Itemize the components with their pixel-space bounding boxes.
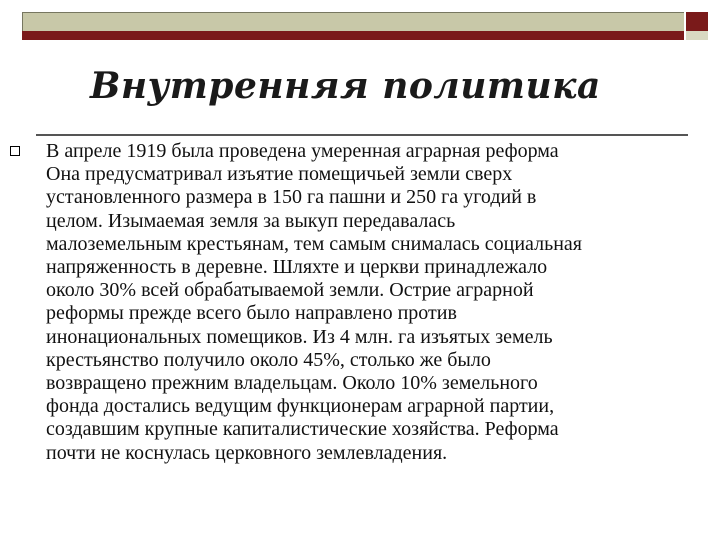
paragraph-line: малоземельным крестьянам, тем самым снималась социальная [46, 232, 582, 255]
header-stripe [22, 31, 684, 40]
header-corner-square [686, 12, 708, 32]
paragraph-line: инонациональных помещиков. Из 4 млн. га изъятых земель [46, 325, 553, 348]
header-band [22, 12, 684, 32]
paragraph-line: почти не коснулась церковного землевладения. [46, 441, 448, 464]
paragraph-line: реформы прежде всего было направлено против [46, 302, 457, 325]
title-divider [36, 134, 688, 136]
paragraph-line: Она предусматривал изъятие помещичьей земли сверх [46, 163, 513, 186]
paragraph-line: создавшим крупные капиталистические хозяйства. Реформа [46, 418, 559, 441]
header-corner-square-lower [686, 31, 708, 40]
paragraph-line: В апреле 1919 была проведена умеренная аграрная реформа [46, 140, 559, 162]
paragraph-line: целом. Изымаемая земля за выкуп передавалась [46, 209, 456, 232]
paragraph-line: напряженность в деревне. Шляхте и церкви принадлежало [46, 256, 548, 279]
paragraph-line: возвращено прежним владельцам. Около 10% земельного [46, 372, 538, 395]
bullet-paragraph [46, 140, 714, 465]
hollow-square-bullet-icon [10, 146, 20, 156]
slide-title: Внутренняя политика [90, 65, 601, 107]
paragraph-line: крестьянство получило около 45%, столько же было [46, 348, 491, 371]
paragraph-line: фонда достались ведущим функционерам аграрной партии, [46, 395, 555, 418]
paragraph-line: около 30% всей обрабатываемой земли. Острие аграрной [46, 279, 534, 302]
paragraph-line: установленного размера в 150 га пашни и 250 га угодий в [46, 186, 537, 209]
